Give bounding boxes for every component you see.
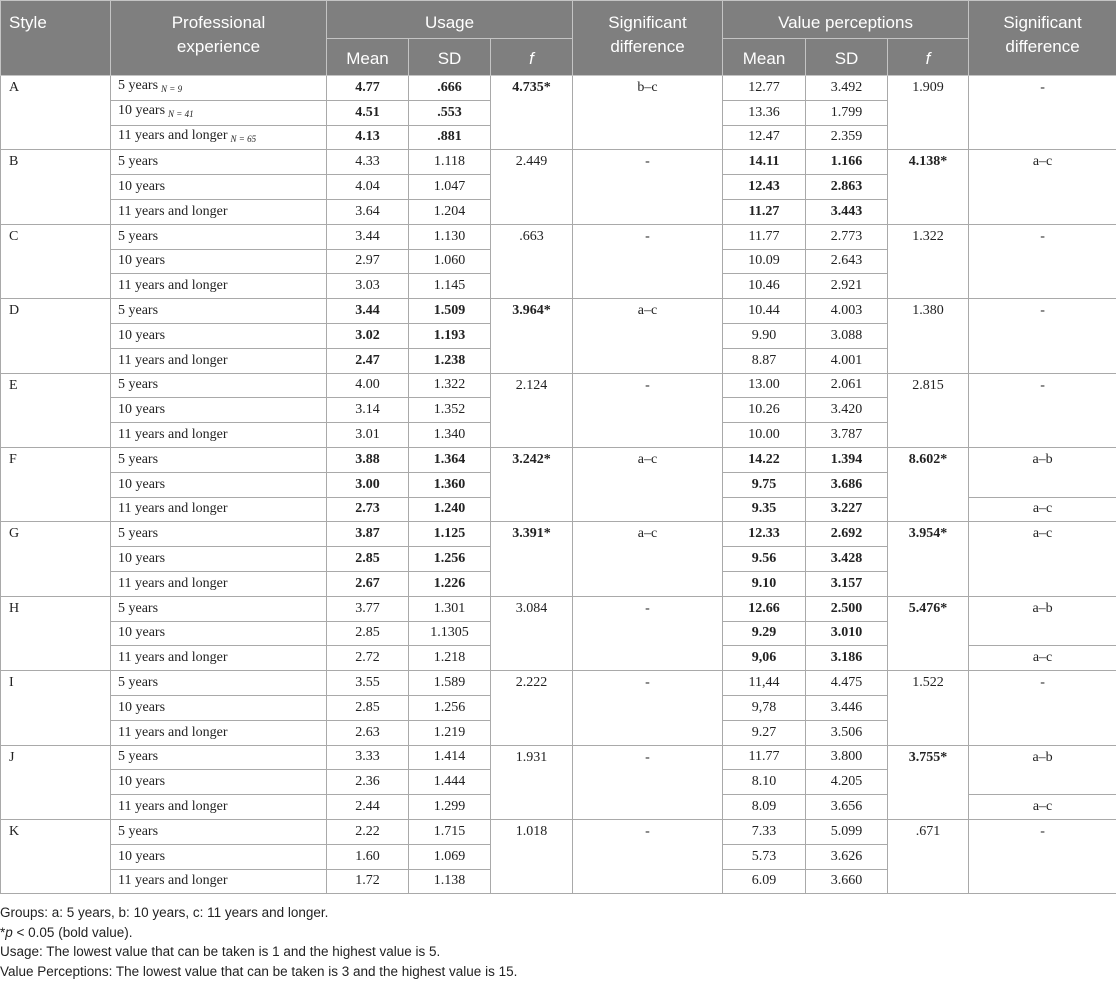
experience-cell	[111, 249, 327, 274]
experience-label: 5 years	[118, 526, 159, 542]
usage-f-cell: 2.124	[491, 373, 573, 447]
usage-sd-cell: 1.509	[409, 299, 491, 324]
experience-cell	[111, 150, 327, 175]
usage-sd-cell: 1.218	[409, 646, 491, 671]
value-mean-cell: 14.11	[723, 150, 806, 175]
value-mean-cell: 11.27	[723, 199, 806, 224]
value-f-cell: 1.380	[888, 299, 969, 373]
value-significance-cell: a–c	[969, 150, 1116, 224]
usage-significance-cell: a–c	[573, 299, 723, 373]
usage-significance-cell: -	[573, 671, 723, 745]
usage-f-cell: 3.964*	[491, 299, 573, 373]
table-row	[1, 522, 1116, 547]
value-mean-cell: 12.43	[723, 175, 806, 200]
usage-mean-cell: 2.85	[327, 695, 409, 720]
value-sd-cell: 2.359	[806, 125, 888, 150]
footnote-significance-text: < 0.05 (bold value).	[12, 924, 133, 940]
value-significance-cell: -	[969, 76, 1116, 150]
usage-mean-cell: 2.73	[327, 497, 409, 522]
usage-sd-cell: 1.322	[409, 373, 491, 398]
experience-cell	[111, 348, 327, 373]
experience-label: 5 years	[118, 600, 159, 616]
value-sd-cell: 3.492	[806, 76, 888, 101]
value-mean-cell: 6.09	[723, 869, 806, 894]
usage-sd-cell: 1.130	[409, 224, 491, 249]
value-sd-cell: 4.475	[806, 671, 888, 696]
usage-sd-cell: 1.138	[409, 869, 491, 894]
value-sd-cell: 5.099	[806, 819, 888, 844]
value-sd-cell: 3.010	[806, 621, 888, 646]
usage-sd-cell: .881	[409, 125, 491, 150]
sample-size-label: N = 41	[168, 109, 194, 120]
experience-label: 11 years and longer	[118, 278, 228, 294]
experience-cell	[111, 547, 327, 572]
experience-label: 5 years	[118, 377, 159, 393]
usage-mean-cell: 2.85	[327, 621, 409, 646]
usage-mean-cell: 2.36	[327, 770, 409, 795]
usage-sd-cell: 1.204	[409, 199, 491, 224]
footnote-significance-prefix: *	[0, 924, 6, 940]
experience-label: 10 years	[118, 699, 166, 715]
experience-cell	[111, 447, 327, 472]
style-cell: I	[1, 671, 111, 745]
value-sd-cell: 3.626	[806, 844, 888, 869]
value-mean-cell: 9,06	[723, 646, 806, 671]
value-sd-cell: 4.001	[806, 348, 888, 373]
value-sd-cell: 3.506	[806, 720, 888, 745]
usage-significance-cell: a–c	[573, 522, 723, 596]
value-mean-cell: 13.00	[723, 373, 806, 398]
value-sd-cell: 3.186	[806, 646, 888, 671]
usage-mean-cell: 4.04	[327, 175, 409, 200]
style-cell: B	[1, 150, 111, 224]
usage-sd-cell: 1.299	[409, 795, 491, 820]
usage-significance-cell: -	[573, 150, 723, 224]
experience-cell	[111, 646, 327, 671]
value-f-cell: 3.954*	[888, 522, 969, 596]
value-mean-cell: 11.77	[723, 745, 806, 770]
experience-label: 10 years	[118, 402, 166, 418]
value-sd-cell: 4.003	[806, 299, 888, 324]
experience-cell	[111, 199, 327, 224]
header-usage-f: f	[491, 39, 573, 76]
footnote-significance-variable: p	[5, 924, 13, 940]
header-usage-sd: SD	[409, 39, 491, 76]
header-value-mean: Mean	[723, 39, 806, 76]
experience-cell	[111, 472, 327, 497]
experience-label: 11 years and longer	[118, 575, 228, 591]
value-significance-cell: a–c	[969, 646, 1116, 671]
experience-cell	[111, 323, 327, 348]
experience-cell	[111, 373, 327, 398]
usage-mean-cell: 3.00	[327, 472, 409, 497]
usage-mean-cell: 3.33	[327, 745, 409, 770]
style-cell: C	[1, 224, 111, 298]
usage-mean-cell: 1.72	[327, 869, 409, 894]
experience-label: 5 years	[118, 823, 159, 839]
footnote-usage: Usage: The lowest value that can be taken is 1 and the highest value is 5.	[0, 944, 441, 960]
table-row	[1, 299, 1116, 324]
experience-label: 10 years	[118, 327, 166, 343]
usage-mean-cell: 2.44	[327, 795, 409, 820]
usage-significance-cell: -	[573, 373, 723, 447]
header-professional-experience	[111, 1, 327, 76]
value-significance-cell: -	[969, 299, 1116, 373]
usage-sd-cell: 1.364	[409, 447, 491, 472]
usage-mean-cell: 2.72	[327, 646, 409, 671]
header-value-significant-difference	[969, 1, 1116, 76]
value-sd-cell: 3.443	[806, 199, 888, 224]
experience-cell	[111, 745, 327, 770]
usage-sd-cell: 1.360	[409, 472, 491, 497]
usage-mean-cell: 2.67	[327, 571, 409, 596]
table-row	[1, 671, 1116, 696]
value-mean-cell: 12.47	[723, 125, 806, 150]
value-significance-cell: a–b	[969, 596, 1116, 646]
value-mean-cell: 7.33	[723, 819, 806, 844]
usage-sd-cell: 1.240	[409, 497, 491, 522]
value-sd-cell: 3.686	[806, 472, 888, 497]
value-mean-cell: 9,78	[723, 695, 806, 720]
usage-sd-cell: 1.125	[409, 522, 491, 547]
usage-sd-cell: 1.352	[409, 398, 491, 423]
value-sd-cell: 4.205	[806, 770, 888, 795]
usage-mean-cell: 4.77	[327, 76, 409, 101]
style-cell: H	[1, 596, 111, 670]
experience-label: 11 years and longer	[118, 352, 228, 368]
header-experience-line1: Professional	[171, 13, 266, 32]
value-sd-cell: 3.446	[806, 695, 888, 720]
usage-mean-cell: 3.01	[327, 423, 409, 448]
value-f-cell: 1.909	[888, 76, 969, 150]
usage-sd-cell: 1.193	[409, 323, 491, 348]
usage-mean-cell: 1.60	[327, 844, 409, 869]
value-mean-cell: 10.26	[723, 398, 806, 423]
value-mean-cell: 11.77	[723, 224, 806, 249]
experience-label: 11 years and longer	[118, 873, 228, 889]
experience-cell	[111, 695, 327, 720]
value-significance-cell: a–b	[969, 745, 1116, 795]
usage-mean-cell: 3.44	[327, 224, 409, 249]
experience-label: 10 years	[118, 774, 166, 790]
value-significance-cell: a–b	[969, 447, 1116, 497]
sample-size-label: N = 65	[230, 133, 257, 144]
experience-label: 10 years	[118, 103, 166, 119]
experience-cell	[111, 844, 327, 869]
usage-sd-cell: 1.226	[409, 571, 491, 596]
value-mean-cell: 9.27	[723, 720, 806, 745]
usage-sd-cell: 1.238	[409, 348, 491, 373]
value-sd-cell: 3.787	[806, 423, 888, 448]
usage-sd-cell: 1.256	[409, 695, 491, 720]
experience-label: 11 years and longer	[118, 724, 228, 740]
usage-f-cell: 3.391*	[491, 522, 573, 596]
value-mean-cell: 9.35	[723, 497, 806, 522]
usage-f-cell: 1.931	[491, 745, 573, 819]
footnote-value-perceptions: Value Perceptions: The lowest value that can be taken is 3 and the highest value is 15.	[0, 963, 518, 979]
experience-cell	[111, 423, 327, 448]
experience-label: 5 years	[118, 303, 159, 319]
style-cell: E	[1, 373, 111, 447]
usage-sd-cell: 1.414	[409, 745, 491, 770]
value-mean-cell: 11,44	[723, 671, 806, 696]
value-f-cell: 8.602*	[888, 447, 969, 521]
value-significance-cell: -	[969, 373, 1116, 447]
usage-mean-cell: 3.55	[327, 671, 409, 696]
usage-f-cell: .663	[491, 224, 573, 298]
style-cell: G	[1, 522, 111, 596]
header-value-f: f	[888, 39, 969, 76]
experience-label: 11 years and longer	[118, 427, 228, 443]
usage-sd-cell: 1.444	[409, 770, 491, 795]
value-mean-cell: 8.87	[723, 348, 806, 373]
value-sd-cell: 3.227	[806, 497, 888, 522]
value-sd-cell: 3.660	[806, 869, 888, 894]
usage-sd-cell: 1.256	[409, 547, 491, 572]
experience-cell	[111, 274, 327, 299]
usage-mean-cell: 3.14	[327, 398, 409, 423]
value-mean-cell: 13.36	[723, 100, 806, 125]
usage-sd-cell: 1.060	[409, 249, 491, 274]
value-f-cell: .671	[888, 819, 969, 893]
value-mean-cell: 5.73	[723, 844, 806, 869]
table-body	[1, 76, 1116, 894]
usage-mean-cell: 3.02	[327, 323, 409, 348]
experience-label: 11 years and longer	[118, 203, 228, 219]
usage-f-cell: 3.084	[491, 596, 573, 670]
header-usage-mean: Mean	[327, 39, 409, 76]
value-mean-cell: 9.29	[723, 621, 806, 646]
table-row	[1, 76, 1116, 101]
usage-mean-cell: 3.88	[327, 447, 409, 472]
table-row	[1, 373, 1116, 398]
sample-size-label: N = 9	[161, 84, 183, 95]
header-style: Style	[1, 1, 111, 76]
usage-sd-cell: 1.145	[409, 274, 491, 299]
usage-mean-cell: 3.03	[327, 274, 409, 299]
value-f-cell: 1.322	[888, 224, 969, 298]
style-cell: J	[1, 745, 111, 819]
value-significance-cell: -	[969, 819, 1116, 893]
experience-cell	[111, 596, 327, 621]
footnote-significance	[0, 923, 1116, 943]
usage-mean-cell: 4.51	[327, 100, 409, 125]
value-significance-cell: a–c	[969, 522, 1116, 596]
usage-sd-cell: 1.069	[409, 844, 491, 869]
value-sd-cell: 2.863	[806, 175, 888, 200]
value-sd-cell: 3.428	[806, 547, 888, 572]
usage-mean-cell: 3.77	[327, 596, 409, 621]
usage-mean-cell: 3.44	[327, 299, 409, 324]
experience-cell	[111, 299, 327, 324]
usage-significance-cell: -	[573, 224, 723, 298]
header-experience-line2: experience	[176, 37, 261, 56]
experience-label: 10 years	[118, 625, 166, 641]
experience-label: 5 years	[118, 154, 159, 170]
experience-label: 5 years	[118, 451, 159, 467]
usage-mean-cell: 4.00	[327, 373, 409, 398]
experience-label: 10 years	[118, 476, 166, 492]
header-usage: Usage	[327, 1, 573, 39]
experience-label: 5 years	[118, 78, 159, 94]
header-significant-line1: Significant	[1003, 13, 1082, 32]
usage-mean-cell: 3.64	[327, 199, 409, 224]
value-f-cell: 5.476*	[888, 596, 969, 670]
usage-significance-cell: b–c	[573, 76, 723, 150]
value-sd-cell: 2.692	[806, 522, 888, 547]
table-row	[1, 447, 1116, 472]
value-f-cell: 3.755*	[888, 745, 969, 819]
value-mean-cell: 9.10	[723, 571, 806, 596]
experience-cell	[111, 175, 327, 200]
style-cell: A	[1, 76, 111, 150]
table-row	[1, 819, 1116, 844]
style-cell: K	[1, 819, 111, 893]
value-sd-cell: 2.773	[806, 224, 888, 249]
experience-cell	[111, 621, 327, 646]
experience-cell	[111, 224, 327, 249]
experience-label: 5 years	[118, 749, 159, 765]
header-value-sd: SD	[806, 39, 888, 76]
value-sd-cell: 3.800	[806, 745, 888, 770]
usage-sd-cell: .553	[409, 100, 491, 125]
value-mean-cell: 10.00	[723, 423, 806, 448]
value-f-cell: 2.815	[888, 373, 969, 447]
experience-label: 11 years and longer	[118, 799, 228, 814]
usage-sd-cell: 1.047	[409, 175, 491, 200]
value-sd-cell: 3.088	[806, 323, 888, 348]
value-mean-cell: 12.66	[723, 596, 806, 621]
table-row	[1, 224, 1116, 249]
value-mean-cell: 9.90	[723, 323, 806, 348]
value-significance-cell: -	[969, 671, 1116, 745]
experience-cell	[111, 795, 327, 820]
usage-mean-cell: 2.85	[327, 547, 409, 572]
usage-sd-cell: 1.118	[409, 150, 491, 175]
value-sd-cell: 3.656	[806, 795, 888, 820]
header-value-perceptions: Value perceptions	[723, 1, 969, 39]
experience-cell	[111, 125, 327, 150]
style-cell: F	[1, 447, 111, 521]
experience-label: 10 years	[118, 179, 166, 195]
value-sd-cell: 1.394	[806, 447, 888, 472]
experience-cell	[111, 100, 327, 125]
value-mean-cell: 14.22	[723, 447, 806, 472]
usage-sd-cell: 1.589	[409, 671, 491, 696]
experience-cell	[111, 522, 327, 547]
value-mean-cell: 10.09	[723, 249, 806, 274]
experience-label: 5 years	[118, 675, 159, 691]
experience-cell	[111, 671, 327, 696]
usage-sd-cell: .666	[409, 76, 491, 101]
experience-label: 5 years	[118, 228, 159, 244]
experience-label: 11 years and longer	[118, 501, 228, 517]
value-sd-cell: 3.157	[806, 571, 888, 596]
experience-cell	[111, 869, 327, 894]
value-mean-cell: 10.46	[723, 274, 806, 299]
experience-cell	[111, 720, 327, 745]
experience-cell	[111, 571, 327, 596]
usage-sd-cell: 1.219	[409, 720, 491, 745]
usage-mean-cell: 4.33	[327, 150, 409, 175]
experience-cell	[111, 497, 327, 522]
usage-significance-cell: -	[573, 745, 723, 819]
usage-mean-cell: 4.13	[327, 125, 409, 150]
style-cell: D	[1, 299, 111, 373]
value-significance-cell: a–c	[969, 795, 1116, 820]
value-sd-cell: 1.166	[806, 150, 888, 175]
value-mean-cell: 12.33	[723, 522, 806, 547]
footnote-groups: Groups: a: 5 years, b: 10 years, c: 11 years and longer.	[0, 905, 329, 921]
usage-significance-cell: -	[573, 596, 723, 670]
value-mean-cell: 10.44	[723, 299, 806, 324]
table-row	[1, 150, 1116, 175]
value-f-cell: 4.138*	[888, 150, 969, 224]
header-usage-significant-difference	[573, 1, 723, 76]
usage-sd-cell: 1.715	[409, 819, 491, 844]
header-significant-line1: Significant	[608, 13, 687, 32]
usage-mean-cell: 3.87	[327, 522, 409, 547]
table-header	[1, 1, 1116, 76]
table-row	[1, 596, 1116, 621]
experience-cell	[111, 770, 327, 795]
experience-cell	[111, 819, 327, 844]
experience-label: 10 years	[118, 848, 166, 864]
usage-significance-cell: -	[573, 819, 723, 893]
usage-f-cell: 2.449	[491, 150, 573, 224]
experience-label: 10 years	[118, 253, 166, 269]
usage-sd-cell: 1.340	[409, 423, 491, 448]
table-footnotes	[0, 903, 1116, 981]
value-significance-cell: -	[969, 224, 1116, 298]
header-significant-line2: difference	[610, 37, 685, 56]
usage-sd-cell: 1.301	[409, 596, 491, 621]
value-sd-cell: 2.921	[806, 274, 888, 299]
experience-label: 11 years and longer	[118, 127, 228, 143]
value-f-cell: 1.522	[888, 671, 969, 745]
usage-mean-cell: 2.22	[327, 819, 409, 844]
usage-f-cell: 3.242*	[491, 447, 573, 521]
value-mean-cell: 9.56	[723, 547, 806, 572]
value-mean-cell: 12.77	[723, 76, 806, 101]
usage-f-cell: 1.018	[491, 819, 573, 893]
experience-label: 10 years	[118, 551, 166, 567]
value-sd-cell: 3.420	[806, 398, 888, 423]
usage-f-cell: 2.222	[491, 671, 573, 745]
header-significant-line2: difference	[1005, 37, 1080, 56]
value-mean-cell: 8.09	[723, 795, 806, 820]
value-sd-cell: 2.061	[806, 373, 888, 398]
usage-mean-cell: 2.97	[327, 249, 409, 274]
value-sd-cell: 2.643	[806, 249, 888, 274]
value-sd-cell: 2.500	[806, 596, 888, 621]
usage-sd-cell: 1.1305	[409, 621, 491, 646]
header-row-1	[1, 1, 1116, 39]
experience-cell	[111, 398, 327, 423]
value-mean-cell: 8.10	[723, 770, 806, 795]
value-mean-cell: 9.75	[723, 472, 806, 497]
experience-label: 11 years and longer	[118, 650, 228, 666]
usage-f-cell: 4.735*	[491, 76, 573, 150]
value-significance-cell: a–c	[969, 497, 1116, 522]
experience-cell	[111, 76, 327, 101]
usage-mean-cell: 2.47	[327, 348, 409, 373]
table-row	[1, 745, 1116, 770]
value-sd-cell: 1.799	[806, 100, 888, 125]
usage-significance-cell: a–c	[573, 447, 723, 521]
usage-mean-cell: 2.63	[327, 720, 409, 745]
